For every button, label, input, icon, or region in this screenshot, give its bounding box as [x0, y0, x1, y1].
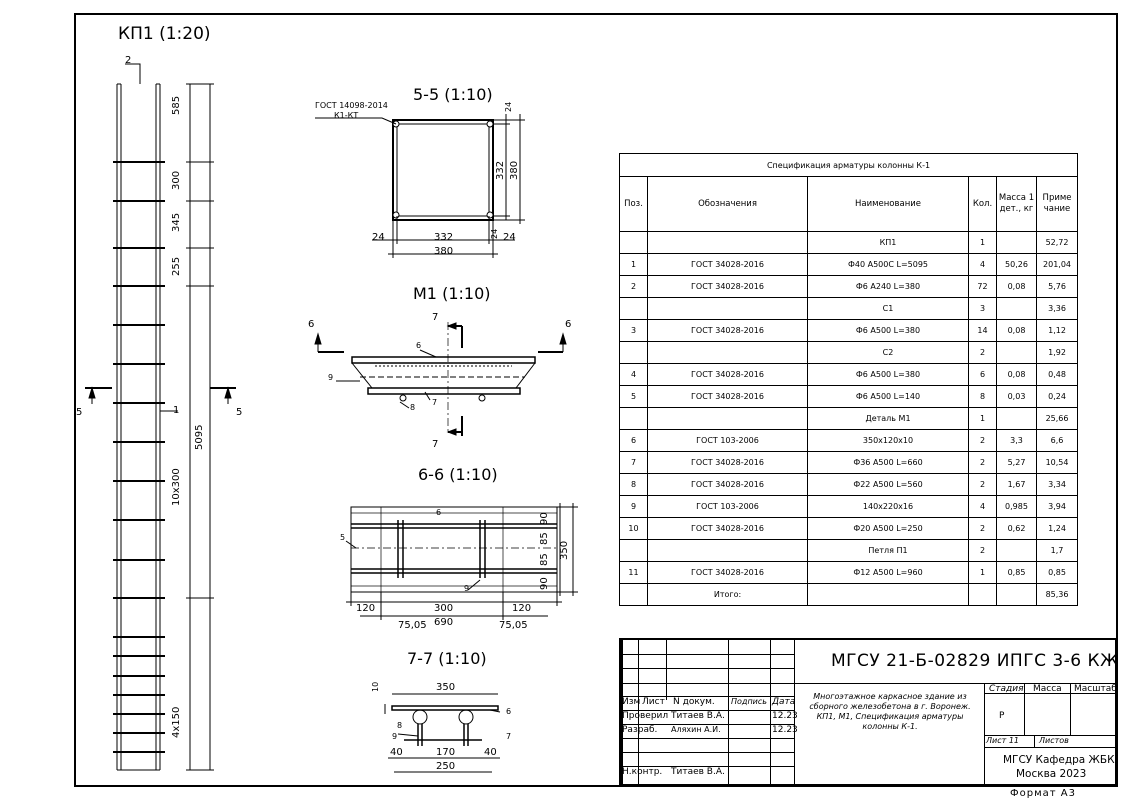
m1-detail-drawing	[315, 322, 566, 436]
spec-cell: ГОСТ 34028-2016	[648, 474, 808, 496]
kp1-position-1-label: 1	[173, 405, 180, 416]
sheet-format: Формат А3	[1010, 788, 1076, 799]
spec-cell	[620, 408, 648, 430]
spec-row	[620, 232, 1078, 254]
spec-cell: Ф6 А500 L=380	[808, 364, 969, 386]
stamp-date-checked: 12.23	[772, 711, 798, 721]
spec-header-pos: Поз.	[620, 177, 648, 232]
stamp-col-izm: Изм	[622, 697, 641, 707]
spec-cell: С2	[808, 342, 969, 364]
spec-cell: 1,92	[1037, 342, 1078, 364]
spec-row	[620, 386, 1078, 408]
spec-cell: 6	[969, 364, 997, 386]
kp1-title: КП1 (1:20)	[118, 24, 211, 44]
spec-row	[620, 452, 1078, 474]
spec-header-name: Наименование	[808, 177, 969, 232]
spec-row	[620, 430, 1078, 452]
kp1-cage-drawing	[85, 64, 236, 770]
kp1-dimension: 585	[171, 95, 182, 115]
spec-row	[620, 540, 1078, 562]
spec-cell: 72	[969, 276, 997, 298]
spec-row	[620, 408, 1078, 430]
dimension-label: 332	[434, 232, 454, 243]
m1-cut-label-left: 6	[308, 319, 315, 330]
kp1-dimension: 255	[171, 256, 182, 276]
spec-header-qty: Кол.	[969, 177, 997, 232]
spec-cell: 5	[620, 386, 648, 408]
kp1-dimension: 10х300	[171, 468, 182, 506]
spec-cell: 2	[969, 540, 997, 562]
spec-cell: 0,48	[1037, 364, 1078, 386]
spec-header-designation: Обозначения	[648, 177, 808, 232]
spec-row	[620, 320, 1078, 342]
stamp-role-checked: Проверил	[622, 711, 669, 721]
spec-cell: ГОСТ 103-2006	[648, 496, 808, 518]
spec-cell	[997, 540, 1037, 562]
spec-cell: 3,36	[1037, 298, 1078, 320]
spec-cell: ГОСТ 34028-2016	[648, 254, 808, 276]
m1-position-label: 9	[328, 373, 334, 382]
spec-cell	[620, 298, 648, 320]
section-6-6-position-label: 9	[464, 584, 470, 593]
spec-cell: Петля П1	[808, 540, 969, 562]
specification-caption: Спецификация арматуры колонны К-1	[620, 154, 1078, 177]
spec-cell: Ф20 А500 L=250	[808, 518, 969, 540]
spec-cell: 1	[969, 408, 997, 430]
spec-cell	[997, 342, 1037, 364]
kp1-total-dimension: 5095	[194, 424, 205, 450]
spec-cell: 14	[969, 320, 997, 342]
stamp-sheet-number: Лист 11	[986, 736, 1019, 745]
document-code: МГСУ 21-Б-02829 ИПГС 3-6 КЖ	[831, 651, 1119, 671]
spec-cell	[620, 540, 648, 562]
spec-cell: ГОСТ 103-2006	[648, 430, 808, 452]
spec-cell: 0,08	[997, 320, 1037, 342]
dimension-label: 120	[356, 603, 376, 614]
spec-cell: 1	[620, 254, 648, 276]
spec-cell: Ф40 А500С L=5095	[808, 254, 969, 276]
dimension-label: 350	[559, 540, 570, 560]
section-6-6-title: 6-6 (1:10)	[418, 465, 498, 484]
dimension-label: 40	[484, 747, 497, 758]
section-6-6-position-label: 6	[436, 508, 442, 517]
spec-cell	[969, 584, 997, 606]
spec-cell: 2	[969, 342, 997, 364]
title-block	[619, 638, 1117, 786]
section-7-7-position-label: 6	[506, 707, 512, 716]
spec-cell: 1,67	[997, 474, 1037, 496]
spec-row	[620, 562, 1078, 584]
kp1-dimension: 4х150	[171, 706, 182, 738]
spec-cell	[997, 408, 1037, 430]
spec-cell: 2	[969, 452, 997, 474]
spec-row	[620, 496, 1078, 518]
spec-cell	[620, 342, 648, 364]
dimension-label: 85	[539, 532, 550, 545]
spec-cell: 4	[969, 254, 997, 276]
m1-position-label: 7	[432, 398, 438, 407]
kp1-dimension: 345	[171, 212, 182, 232]
spec-cell: Ф6 А500 L=140	[808, 386, 969, 408]
spec-cell	[648, 298, 808, 320]
spec-row	[620, 474, 1078, 496]
stamp-stadia-label: Стадия	[989, 684, 1024, 694]
spec-cell: Деталь М1	[808, 408, 969, 430]
spec-cell: 2	[969, 474, 997, 496]
spec-cell: ГОСТ 34028-2016	[648, 518, 808, 540]
section-5-5-gost-sub: К1-КТ	[334, 111, 359, 120]
spec-cell	[620, 232, 648, 254]
spec-cell: ГОСТ 34028-2016	[648, 276, 808, 298]
spec-row	[620, 364, 1078, 386]
spec-cell: 52,72	[1037, 232, 1078, 254]
stamp-mass-label: Масса	[1033, 684, 1062, 694]
spec-cell: 4	[620, 364, 648, 386]
dimension-label: 90	[539, 512, 550, 525]
spec-cell: 1,24	[1037, 518, 1078, 540]
kp1-dimension: 300	[171, 170, 182, 190]
spec-cell: 2	[620, 276, 648, 298]
spec-cell: 3,3	[997, 430, 1037, 452]
spec-cell: 0,03	[997, 386, 1037, 408]
section-7-7-position-label: 8	[397, 721, 403, 730]
spec-cell: 0,985	[997, 496, 1037, 518]
spec-cell: 1	[969, 232, 997, 254]
spec-cell: 3	[969, 298, 997, 320]
spec-row	[620, 298, 1078, 320]
spec-cell: 2	[969, 518, 997, 540]
dimension-label: 120	[512, 603, 532, 614]
spec-cell: Ф6 А500 L=380	[808, 320, 969, 342]
stamp-date-developed: 12.23	[772, 725, 798, 735]
spec-cell: С1	[808, 298, 969, 320]
spec-cell	[997, 232, 1037, 254]
dimension-label: 690	[434, 617, 454, 628]
dimension-label: 10	[371, 681, 380, 692]
spec-cell	[808, 584, 969, 606]
spec-cell	[648, 408, 808, 430]
dimension-label: 250	[436, 761, 456, 772]
spec-cell	[648, 342, 808, 364]
dimension-label: 40	[390, 747, 403, 758]
spec-cell: Итого:	[648, 584, 808, 606]
dimension-label: 24	[372, 232, 385, 243]
stamp-stadia-value: Р	[999, 711, 1005, 721]
spec-row	[620, 518, 1078, 540]
spec-cell: Ф36 А500 L=660	[808, 452, 969, 474]
dimension-label: 24	[503, 232, 516, 243]
dimension-label: 350	[436, 682, 456, 693]
spec-cell: 2	[969, 430, 997, 452]
spec-cell: 0,85	[1037, 562, 1078, 584]
spec-cell: ГОСТ 34028-2016	[648, 320, 808, 342]
dimension-label: 170	[436, 747, 456, 758]
spec-cell: 25,66	[1037, 408, 1078, 430]
spec-cell: 50,26	[997, 254, 1037, 276]
spec-cell: 9	[620, 496, 648, 518]
document-description: Многоэтажное каркасное здание из сборного железобетона в г. Воронеж. КП1, М1, Спецификация арматуры колонны К-1.	[809, 692, 971, 731]
dimension-label: 85	[539, 553, 550, 566]
dimension-label: 75,05	[499, 620, 528, 631]
spec-cell: 0,08	[997, 364, 1037, 386]
spec-cell: 3,34	[1037, 474, 1078, 496]
section-5-5-gost-note: ГОСТ 14098-2014	[315, 101, 388, 110]
section-5-5-title: 5-5 (1:10)	[413, 85, 493, 104]
spec-cell: 1,7	[1037, 540, 1078, 562]
spec-header-mass: Масса 1 дет., кг	[997, 177, 1037, 232]
dimension-label: 90	[539, 577, 550, 590]
spec-cell: 10	[620, 518, 648, 540]
specification-body	[620, 232, 1078, 606]
spec-cell	[648, 540, 808, 562]
stamp-name-checked: Титаев В.А.	[671, 711, 725, 721]
dimension-label: 380	[434, 246, 454, 257]
kp1-position-2-label: 2	[125, 55, 132, 66]
spec-cell: 8	[620, 474, 648, 496]
specification-table	[619, 153, 1078, 606]
stamp-organization: МГСУ Кафедра ЖБК	[1003, 754, 1115, 766]
dimension-label: 75,05	[398, 620, 427, 631]
spec-cell: 6,6	[1037, 430, 1078, 452]
spec-cell: 11	[620, 562, 648, 584]
dimension-label: 380	[509, 160, 520, 180]
spec-row	[620, 342, 1078, 364]
m1-position-label: 8	[410, 403, 416, 412]
spec-cell: 3	[620, 320, 648, 342]
kp1-section-mark-left: 5	[76, 407, 83, 418]
m1-cut-label-bottom: 7	[432, 439, 439, 450]
stamp-col-list: Лист	[642, 697, 665, 707]
spec-cell: 0,08	[997, 276, 1037, 298]
section-7-7-position-label: 7	[506, 732, 512, 741]
stamp-city-year: Москва 2023	[1016, 768, 1087, 780]
spec-header-note: Приме чание	[1037, 177, 1078, 232]
stamp-name-developed: Аляхин А.И.	[671, 725, 721, 734]
spec-cell: 0,62	[997, 518, 1037, 540]
spec-cell: 85,36	[1037, 584, 1078, 606]
section-7-7-title: 7-7 (1:10)	[407, 649, 487, 668]
spec-cell: 1,12	[1037, 320, 1078, 342]
spec-cell: ГОСТ 34028-2016	[648, 364, 808, 386]
m1-title: М1 (1:10)	[413, 284, 491, 303]
spec-cell: Ф22 А500 L=560	[808, 474, 969, 496]
section-6-6-position-label: 5	[340, 533, 346, 542]
spec-cell: 350х120х10	[808, 430, 969, 452]
kp1-section-mark-right: 5	[236, 407, 243, 418]
spec-cell: 8	[969, 386, 997, 408]
stamp-sheets-total-label: Листов	[1039, 736, 1069, 745]
stamp-role-developed: Разраб.	[622, 725, 658, 735]
m1-position-label: 6	[416, 341, 422, 350]
spec-row	[620, 276, 1078, 298]
dimension-label: 24	[490, 228, 499, 239]
spec-cell: 1	[969, 562, 997, 584]
spec-cell: 5,27	[997, 452, 1037, 474]
section-7-7-position-label: 9	[392, 732, 398, 741]
spec-cell: 0,24	[1037, 386, 1078, 408]
spec-cell: 10,54	[1037, 452, 1078, 474]
spec-row	[620, 584, 1078, 606]
stamp-col-data: Дата	[772, 697, 796, 707]
spec-cell: 5,76	[1037, 276, 1078, 298]
spec-cell: 4	[969, 496, 997, 518]
stamp-scale-label: Масштаб	[1074, 684, 1117, 694]
spec-cell	[997, 584, 1037, 606]
spec-cell	[648, 232, 808, 254]
spec-cell	[997, 298, 1037, 320]
spec-cell: ГОСТ 34028-2016	[648, 386, 808, 408]
stamp-name-norm-control: Титаев В.А.	[671, 767, 725, 777]
spec-cell: 3,94	[1037, 496, 1078, 518]
stamp-role-norm-control: Н.контр.	[622, 767, 663, 777]
spec-cell: ГОСТ 34028-2016	[648, 562, 808, 584]
m1-cut-label-right: 6	[565, 319, 572, 330]
spec-cell	[620, 584, 648, 606]
stamp-col-podpis: Подпись	[731, 697, 767, 706]
spec-cell: 7	[620, 452, 648, 474]
spec-row	[620, 254, 1078, 276]
spec-cell: Ф12 А500 L=960	[808, 562, 969, 584]
dimension-label: 332	[495, 160, 506, 180]
spec-cell: 201,04	[1037, 254, 1078, 276]
spec-cell: Ф6 А240 L=380	[808, 276, 969, 298]
dimension-label: 24	[504, 101, 513, 112]
spec-cell: КП1	[808, 232, 969, 254]
m1-cut-label-top: 7	[432, 312, 439, 323]
spec-cell: 0,85	[997, 562, 1037, 584]
spec-cell: 140х220х16	[808, 496, 969, 518]
dimension-label: 300	[434, 603, 454, 614]
spec-cell: 6	[620, 430, 648, 452]
stamp-col-ndok: N докум.	[673, 697, 715, 707]
spec-cell: ГОСТ 34028-2016	[648, 452, 808, 474]
